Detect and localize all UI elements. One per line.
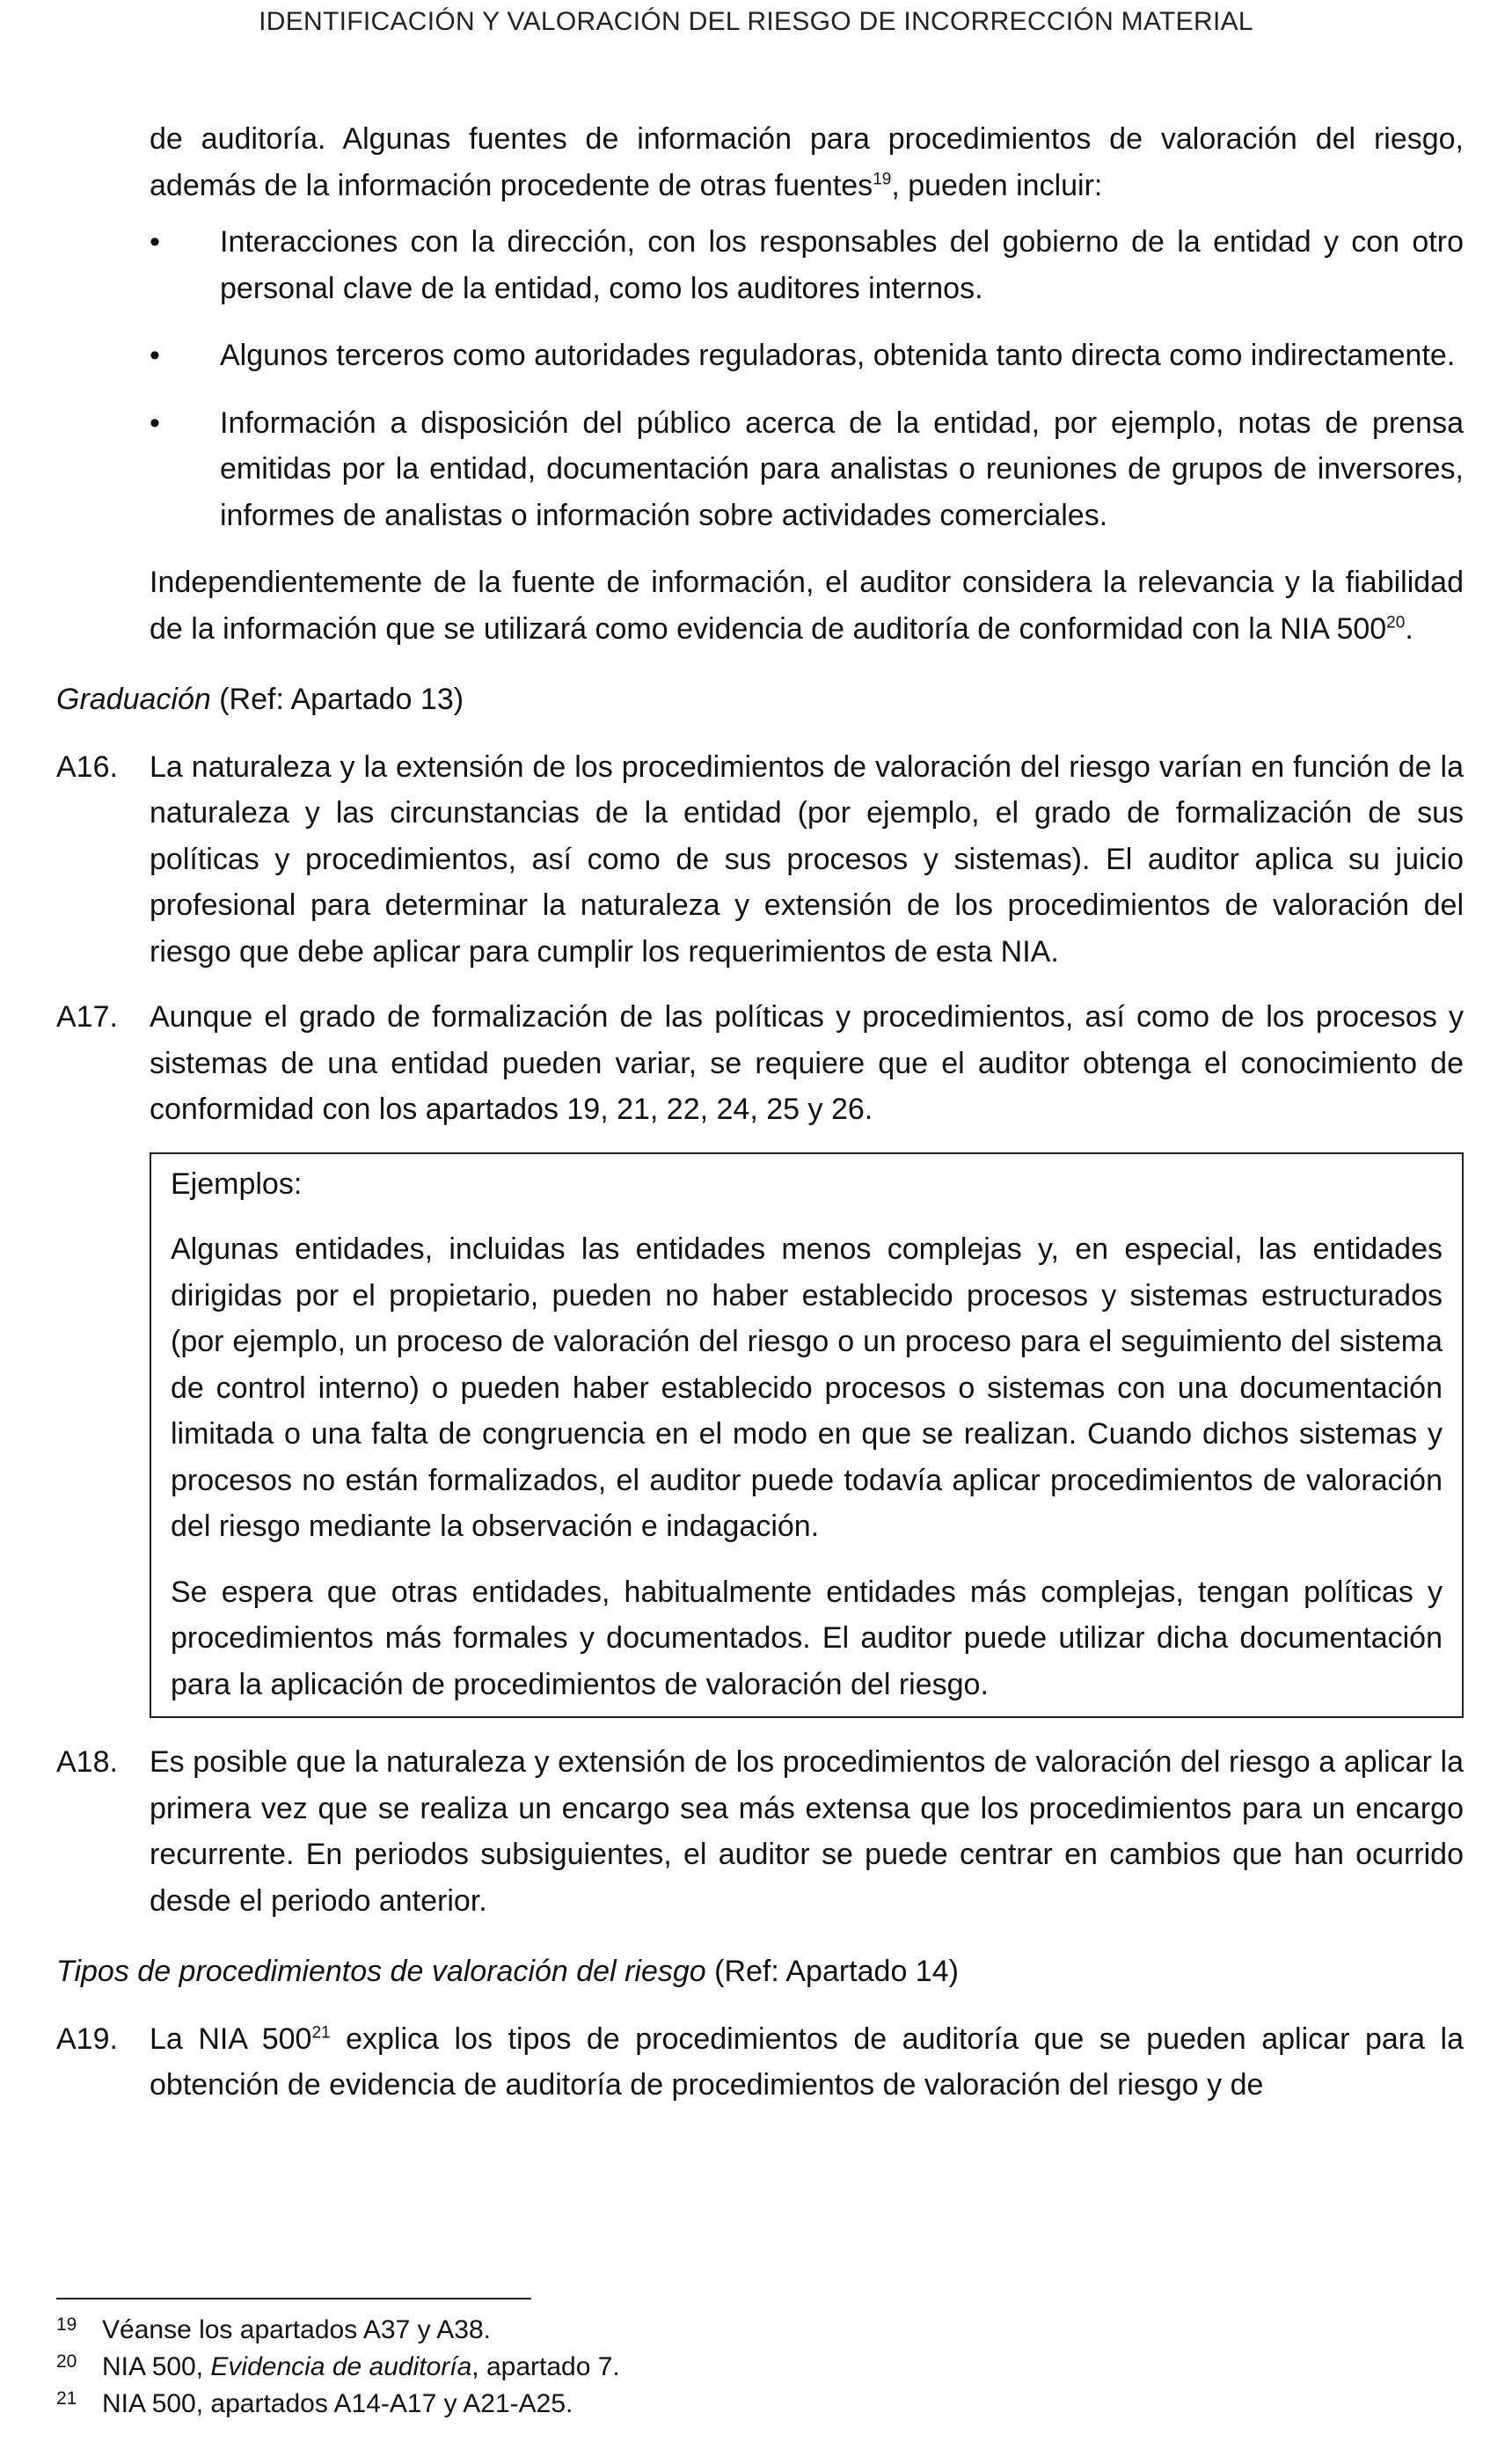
section-heading-graduacion: Graduación (Ref: Apartado 13) [56, 683, 464, 716]
page-body [56, 116, 1464, 2128]
bullet-icon: • [150, 339, 160, 372]
footnote-21 [56, 2386, 1464, 2423]
footnote-text: Véanse los apartados A37 y A38. [102, 2315, 491, 2344]
footnote-19 [56, 2312, 1464, 2349]
paragraph-a16 [56, 744, 1464, 976]
footnote-number: 21 [56, 2388, 77, 2409]
footnote-text: NIA 500, Evidencia de auditoría, apartado 7. [102, 2352, 620, 2381]
examples-paragraph: Se espera que otras entidades, habitualmente entidades más complejas, tengan políticas y procedimientos más formales y documentados. El auditor puede utilizar dicha documentación para la aplicación de procedimientos de valoración del riesgo. [171, 1575, 1443, 1701]
running-header: IDENTIFICACIÓN Y VALORACIÓN DEL RIESGO DE INCORRECCIÓN MATERIAL [259, 7, 1253, 36]
paragraph-text: Es posible que la naturaleza y extensión de los procedimientos de valoración del riesgo a aplicar la primera vez que se realiza un encargo sea más extensa que los procedimientos para un encargo recurrente. En periodos subsiguientes, el auditor se puede centrar en cambios que han ocurrido desde el periodo anterior. [150, 1745, 1464, 1918]
footnote-number: 20 [56, 2351, 77, 2372]
section-heading-tipos: Tipos de procedimientos de valoración del riesgo (Ref: Apartado 14) [56, 1955, 959, 1988]
paragraph-text: Aunque el grado de formalización de las políticas y procedimientos, así como de los procesos y sistemas de una entidad pueden variar, se requiere que el auditor obtenga el conocimiento de conformidad con los apartados 19, 21, 22, 24, 25 y 26. [150, 1000, 1464, 1126]
independence-paragraph: Independientemente de la fuente de información, el auditor considera la relevancia y la fiabilidad de la información que se utilizará como evidencia de auditoría de conformidad con la NIA $500^{20}$. [150, 566, 1464, 646]
paragraph-text: La naturaleza y la extensión de los procedimientos de valoración del riesgo varían en función de la naturaleza y las circunstancias de la entidad (por ejemplo, el grado de formalización de sus políticas y procedimientos, así como de sus procesos y sistemas). El auditor aplica su juicio profesional para determinar la naturaleza y extensión de los procedimientos de valoración del riesgo que debe aplicar para cumplir los requerimientos de esta NIA. [150, 749, 1464, 969]
sources-list [56, 219, 1464, 538]
examples-paragraph: Algunas entidades, incluidas las entidades menos complejas y, en especial, las entidades dirigidas por el propietario, pueden no haber establecido procesos y sistemas estructurados (por ejemplo, un proceso de valoración del riesgo o un proceso para el seguimiento del sistema de control interno) o pueden haber establecido procesos o sistemas con una documentación limitada o una falta de congruencia en el modo en que se realizan. Cuando dichos sistemas y procesos no están formalizados, el auditor puede todavía aplicar procedimientos de valoración del riesgo mediante la observación e indagación. [171, 1232, 1443, 1543]
paragraph-number: A17. [56, 1000, 118, 1034]
footnote-ref-20[interactable]: 20 [1386, 613, 1406, 632]
paragraph-a19 [56, 2016, 1464, 2109]
footnote-ref-19[interactable]: 19 [873, 170, 892, 189]
paragraph-a18 [56, 1739, 1464, 1924]
bullet-icon: • [150, 406, 160, 440]
footnotes [56, 2312, 1464, 2423]
list-item: • Información a disposición del público acerca de la entidad, por ejemplo, notas de prensa emitidas por la entidad, documentación para analistas o reuniones de grupos de inversores, informes de analistas o información sobre actividades comerciales. [56, 400, 1464, 539]
footnote-number: 19 [56, 2314, 77, 2335]
footnote-20 [56, 2349, 1464, 2386]
footnote-ref-21[interactable]: 21 [311, 2023, 331, 2043]
paragraph-number: A18. [56, 1745, 118, 1779]
examples-box [150, 1152, 1464, 1719]
list-item: • Interacciones con la dirección, con los responsables del gobierno de la entidad y con otro personal clave de la entidad, como los auditores internos. [56, 219, 1464, 311]
footnote-divider [56, 2298, 531, 2299]
paragraph-number: A19. [56, 2022, 118, 2056]
list-item: • Algunos terceros como autoridades reguladoras, obtenida tanto directa como indirectamente. [56, 333, 1464, 379]
paragraph-text: La NIA $500^{21}$ explica los tipos de procedimientos de auditoría que se pueden aplicar para la obtención de evidencia de auditoría de procedimientos de valoración del riesgo y de [150, 2022, 1464, 2102]
paragraph-a17 [56, 994, 1464, 1133]
examples-title: Ejemplos: [171, 1166, 303, 1201]
footnote-text: NIA 500, apartados A14-A17 y A21-A25. [102, 2389, 573, 2418]
bullet-icon: • [150, 225, 160, 259]
intro-paragraph: de auditoría. Algunas fuentes de información para procedimientos de valoración del riesgo, además de la información procedente de otras fuentes$^{19}$, pueden incluir: [150, 122, 1464, 202]
paragraph-number: A16. [56, 749, 118, 784]
